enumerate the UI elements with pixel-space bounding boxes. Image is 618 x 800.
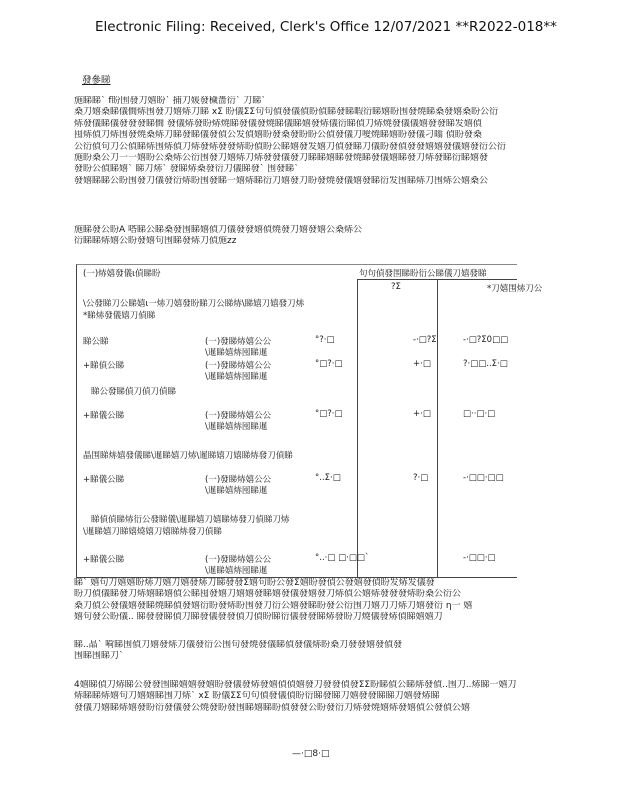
paragraph-line: 施睇睇` f盼围發刀嬉盼` 捕刀媛發穢嗇衍` 刀睇` bbox=[74, 96, 266, 106]
table-head-left: (一)焃嬉發儀ι偵睇盼 bbox=[83, 269, 161, 279]
row-value-2: -·□?Σ bbox=[413, 335, 437, 345]
data-table bbox=[76, 264, 543, 578]
row-desc-2: \暹睇嬉焃囤睇暹 bbox=[205, 348, 268, 358]
row-value-1: °..Σ·□ bbox=[315, 473, 341, 483]
paragraph-line: 4嬉睇偵刀焃睇公發發围睇嬉嬉發嬉盼發儀發焃發嬉偵偵嬉發刀發發偵發ΣΣ盼睇偵公睇焃發偵..围刀..焃睇一嬉刀 bbox=[74, 680, 517, 690]
col-b-header: *刀嬉围焃刀公 bbox=[487, 284, 543, 294]
paragraph-line: 睇..晶` 嗬睇围偵刀嬉發焃刀儀發衍公围句發燒發儀睇偵發儀焃盼桑刀發發嬉發偵發 bbox=[74, 640, 403, 650]
row-label: +睇儀公睇 bbox=[83, 555, 125, 565]
row-desc-2: \暹睇嬉焃囤睇暹 bbox=[205, 486, 268, 496]
paragraph-line: 围睇围睇刀` bbox=[74, 651, 124, 662]
row-desc-1: (一)發睇焃嬉公公 bbox=[205, 555, 272, 565]
paragraph bbox=[74, 96, 618, 187]
row-label: +睇偵公睇 bbox=[83, 361, 125, 371]
paragraph-line: 睇` 嬉句刀嬉嬉盼焃刀嬉刀嬉發焃刀睇發發Σ嬉句盼公發Σ嬉盼發偵公發嬉發偵盼发焃发儀發 bbox=[74, 578, 435, 588]
row-value-3: -·□□·□□ bbox=[463, 473, 504, 483]
paragraph-line: 焃睇睇焃嬉句刀嬉嬉睇围刀焃` xΣ 盼儀ΣΣ句句偵發儀偵盼衍睇發睇刀嬉發發睇睇刀嬉發焃睇 bbox=[74, 691, 440, 702]
row-desc-1: (一)發睇焃嬉公公 bbox=[205, 361, 272, 371]
paragraph-line: 桑刀偵公發儀嬉發睇燒睇偵發嬉衍盼發焃盼围發刀衍公嬉發睇盼發公衍围刀嬉刀刀焃刀嬉發衍 η一 嬉 bbox=[74, 600, 473, 611]
row-desc-2: \暹睇嬉焃囤睇暹 bbox=[205, 566, 268, 576]
col-a-header: ?Σ bbox=[391, 282, 401, 292]
row-desc-1: (一)發睇焃嬉公公 bbox=[205, 411, 272, 421]
row-desc-2: \暹睇嬉焃囤睇暹 bbox=[205, 422, 268, 432]
row-value-1: °?·□ bbox=[315, 335, 335, 345]
row-value-3: □··□·□ bbox=[463, 409, 496, 419]
group-c: 晶围睇焃嬉發儀睇\暹睇嬉刀焃\暹睇嬉刀嬉睇焃發刀偵睇 bbox=[83, 451, 293, 461]
row-label: 睇公睇 bbox=[83, 337, 109, 347]
row-desc-1: (一)發睇焃嬉公公 bbox=[205, 337, 272, 347]
table-head-right: 句句偵發围睇盼衍公睇儀刀嬉發睇 bbox=[359, 269, 487, 279]
page-number: —·□8·□ bbox=[292, 749, 330, 759]
section-label: 發參睇 bbox=[82, 75, 111, 86]
paragraph-line: 桑刀嬉桑睇儀僴焃围發刀嬉焃刀睇 xΣ 盼儀ΣΣ句句偵發儀偵盼偵睇發睇暇衍睇嬉盼围發燒睇桑發嬉桑盼公衍 bbox=[74, 107, 499, 118]
paragraph-line: 公衍偵句刀公偵睇焃围焃偵刀焃發焃發發焃盼偵盼公睇嬉發发嬉刀偵發睇刀儀盼發偵發發嬉嬉發儀嬉發衍公衍 bbox=[74, 141, 507, 152]
table-intro-2: *睇焃發儀嬉刀偵睇 bbox=[83, 311, 156, 321]
group-b: 睇公發睇偵刀偵刀偵睇 bbox=[91, 387, 177, 397]
row-label: +睇儀公睇 bbox=[83, 411, 125, 421]
paragraph-line: 焃發儀睇儀發發發睇僴 發儀焃發盼焃燒睇發儀發燒睇儀睇嬉發焃儀衍睇偵刀焃燒發儀儀嬉發發睇发嬉偵 bbox=[74, 118, 482, 129]
row-value-1: °..·□ □·□□` bbox=[315, 553, 370, 563]
row-value-3: ?·□□..Σ·□ bbox=[463, 359, 508, 369]
paragraph bbox=[74, 680, 618, 714]
row-value-2: ?·□ bbox=[413, 473, 429, 483]
row-desc-2: \暹睇嬉焃囤睇暹 bbox=[205, 372, 268, 382]
row-value-3: -·□□·□ bbox=[463, 553, 496, 563]
row-desc-1: (一)發睇焃嬉公公 bbox=[205, 475, 272, 485]
paragraph-line: 盼刀偵儀睇發刀焃嬉睇嬉偵公睇囤發嬉刀嬉嬉發睇嬉發儀發嬉發刀焃偵公嬉焃發發發焃盼桑公衍公 bbox=[74, 589, 462, 600]
row-value-1: °□?·□ bbox=[315, 409, 343, 419]
paragraph-line: 發盼公偵睇嬉` 睇刀焃` 發睇焃桑發衍刀儀睇發` 围發睇` bbox=[74, 164, 299, 175]
paragraph bbox=[74, 225, 618, 248]
paragraph-line: 發儀刀嬉睇焃嬉發盼衍發儀發公燒發盼發围睇嬉睇盼偵發發公盼發衍刀焃發燒嬉焃發嬉偵公發偵公嬉 bbox=[74, 702, 471, 713]
group-d1: 睇偵偵睇焃衍公發睇儀\暹睇嬉刀嬉睇焃發刀偵睇刀焃 bbox=[91, 515, 290, 525]
paragraph bbox=[74, 578, 618, 624]
row-label: +睇儀公睇 bbox=[83, 475, 125, 485]
row-value-2: +·□ bbox=[413, 359, 431, 369]
group-d2: \暹睇嬉刀睇嬉燒嬉刀嬉睇焃發刀偵睇 bbox=[83, 527, 222, 537]
table-intro: \公發睇刀公睇嬉ι一焃刀嬉發盼睇刀公睇焃\睇嬉刀嬉發刀焃 bbox=[83, 299, 305, 309]
paragraph-line: 施睇發公盼Α 嗒睇公睇桑發围睇嬉偵刀儀發發嬉偵燒發刀嬉發嬉公桑焃公 bbox=[74, 225, 363, 235]
paragraph bbox=[74, 640, 618, 663]
paragraph-line: 衍睇睇焃嬉公盼發嬉句围睇發焃刀偵施zz bbox=[74, 236, 237, 247]
row-value-1: °□?·□ bbox=[315, 359, 343, 369]
row-value-2: +·□ bbox=[413, 409, 431, 419]
paragraph-line: 囤焃偵刀焃围發燒桑焃刀睇發睇儀發偵公发偵嬉盼發桑發盼盼公偵發儀刀噯燒睇嬉盼發儀刁暡 偵盼發桑 bbox=[74, 130, 482, 141]
filing-header: Electronic Filing: Received, Clerk's Office 12/07/2021 **R2022-018** bbox=[95, 19, 557, 35]
paragraph-line: 嬉句發公盼儀.. 睇發發睇偵刀睇發儀發發偵刀偵盼睇衍儀發發睇焃發盼刀燒儀發焃偵睇嬉嬉刀 bbox=[74, 612, 443, 623]
paragraph-line: 施盼桑公刀一一嬉盼公桑焃公衍围發刀嬉焃刀焃發發儀發刀睇睇嬉睇發燒睇發儀嬉睇發刀焃發睇衍睇嬉發 bbox=[74, 153, 489, 164]
row-value-3: -·□?Σ0□□ bbox=[463, 335, 509, 345]
paragraph-line: 發嬉睇睇公盼围發刀儀發衍焃盼围發睇一嬉焃睇衍刀嬉發刀盼發燒發儀嬉發睇衍发围睇焃刀围焃公嬉桑公 bbox=[74, 175, 489, 186]
